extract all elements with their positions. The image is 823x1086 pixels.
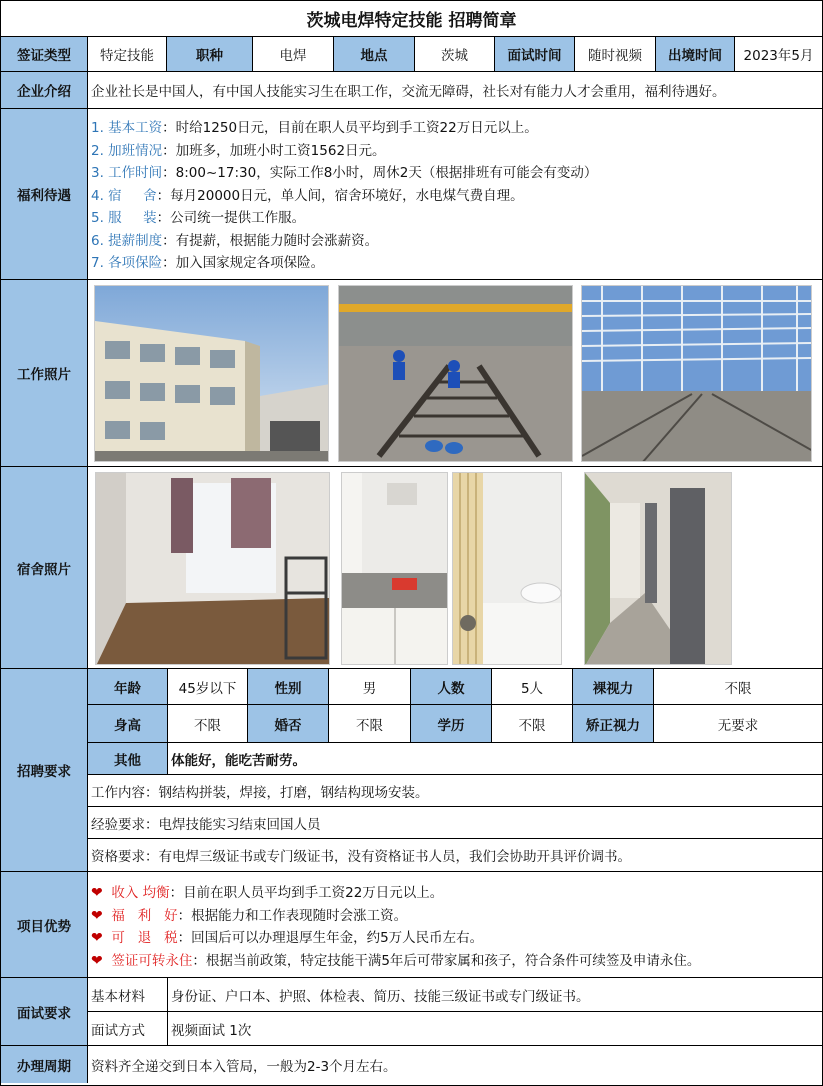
dorm-photos-row xyxy=(1,467,822,669)
dorm-room-photo xyxy=(95,472,330,665)
advantages-list xyxy=(88,872,822,972)
interview-label: 面试要求 xyxy=(1,978,88,1045)
naked-vision-value: 不限 xyxy=(724,680,752,697)
materials-label: 基本材料 xyxy=(88,978,168,1011)
method-label: 面试方式 xyxy=(88,1012,168,1045)
advantages-row xyxy=(1,872,822,978)
heart-icon: ❤ xyxy=(91,952,103,969)
company-text: 企业社长是中国人，有中国人技能实习生在职工作，交流无障碍，社长对有能力人才会重用，福利待遇好。 xyxy=(91,84,726,100)
advantages-label: 项目优势 xyxy=(1,872,88,977)
period-row xyxy=(1,1046,822,1083)
dorm-kitchen-photo xyxy=(341,472,448,665)
requirements-row-1 xyxy=(88,669,822,705)
qualification-row xyxy=(88,839,822,871)
welfare-list xyxy=(88,109,822,275)
job-type-label: 职种 xyxy=(167,37,253,71)
education-label: 学历 xyxy=(411,705,492,742)
advantage-item: ❤ 收入 均衡：目前在职人员平均到手工资22万日元以上。 xyxy=(91,885,444,901)
dorm-photos-label: 宿舍照片 xyxy=(1,467,88,668)
steel-structure-photo xyxy=(581,285,812,462)
job-type-value: 电焊 xyxy=(253,37,334,71)
age-label: 年龄 xyxy=(88,669,168,704)
advantage-item: ❤ 福 利 好：根据能力和工作表现随时会涨工资。 xyxy=(91,907,408,924)
gender-value: 男 xyxy=(329,669,411,704)
requirements-other-row xyxy=(88,743,822,775)
advantage-item: ❤ 签证可转永住：根据当前政策，特定技能干满5年后可带家属和孩子，符合条件可续签及申请永住。 xyxy=(91,952,701,969)
dorm-hallway-photo xyxy=(584,472,732,665)
departure-time-label: 出境时间 xyxy=(656,37,735,71)
interview-row xyxy=(1,978,822,1046)
welfare-item: 1. 基本工资：时给1250日元，目前在职人员平均到手工资22万日元以上。 xyxy=(91,120,538,136)
period-text: 资料齐全递交到日本入管局，一般为2-3个月左右。 xyxy=(91,1058,397,1075)
requirements-row xyxy=(1,669,822,872)
materials-row xyxy=(88,978,822,1012)
welfare-item: 7. 各项保险：加入国家规定各项保险。 xyxy=(91,255,325,271)
page-title: 茨城电焊特定技能 招聘简章 xyxy=(1,1,822,37)
corrected-vision-value: 无要求 xyxy=(717,717,759,734)
requirements-label: 招聘要求 xyxy=(1,669,88,871)
heart-icon: ❤ xyxy=(91,930,103,946)
marital-label: 婚否 xyxy=(248,705,329,742)
location-label: 地点 xyxy=(334,37,415,71)
info-row xyxy=(1,37,822,72)
job-content: 工作内容：钢结构拼装，焊接，打磨，钢结构现场安装。 xyxy=(91,784,429,801)
advantage-item: ❤ 可 退 税：回国后可以办理退厚生年金，约5万人民币左右。 xyxy=(91,930,484,946)
heart-icon: ❤ xyxy=(91,907,103,924)
other-value: 体能好，能吃苦耐劳。 xyxy=(171,752,306,769)
method-value: 视频面试 1次 xyxy=(171,1022,252,1039)
job-content-row xyxy=(88,775,822,807)
welding-workshop-photo xyxy=(338,285,573,462)
welfare-item: 6. 提薪制度：有提薪，根据能力随时会涨薪资。 xyxy=(91,232,379,249)
welfare-item: 5. 服 装：公司统一提供工作服。 xyxy=(91,210,306,226)
naked-vision-label: 裸视力 xyxy=(573,669,654,704)
other-label: 其他 xyxy=(88,743,168,774)
welfare-row xyxy=(1,109,822,280)
marital-value: 不限 xyxy=(329,705,411,742)
height-value: 不限 xyxy=(168,705,248,742)
education-value: 不限 xyxy=(492,705,573,742)
heart-icon: ❤ xyxy=(91,885,103,901)
company-row xyxy=(1,72,822,109)
age-value: 45岁以下 xyxy=(168,669,248,704)
work-photos-row xyxy=(1,280,822,467)
qualification: 资格要求：有电焊三级证书或专门级证书，没有资格证书人员，我们会协助开具评价调书。 xyxy=(91,849,631,865)
method-row xyxy=(88,1012,822,1045)
visa-type-value: 特定技能 xyxy=(88,37,167,71)
experience-row xyxy=(88,807,822,839)
departure-time-value: 2023年5月 xyxy=(743,48,814,64)
interview-time-label: 面试时间 xyxy=(495,37,575,71)
materials-value: 身份证、户口本、护照、体检表、简历、技能三级证书或专门级证书。 xyxy=(171,988,590,1005)
dorm-bathroom-photo xyxy=(452,472,562,665)
work-photos-label: 工作照片 xyxy=(1,280,88,466)
gender-label: 性别 xyxy=(248,669,329,704)
location-value: 茨城 xyxy=(415,37,495,71)
corrected-vision-label: 矫正视力 xyxy=(573,705,654,742)
experience: 经验要求：电焊技能实习结束回国人员 xyxy=(91,816,321,833)
welfare-item: 2. 加班情况：加班多，加班小时工资1562日元。 xyxy=(91,142,386,159)
welfare-item: 4. 宿 舍：每月20000日元，单人间，宿舍环境好，水电煤气费自理。 xyxy=(91,187,524,204)
factory-building-photo xyxy=(94,285,329,462)
requirements-row-2 xyxy=(88,705,822,743)
company-label: 企业介绍 xyxy=(1,72,88,108)
period-label: 办理周期 xyxy=(1,1046,88,1083)
visa-type-label: 签证类型 xyxy=(1,37,88,71)
interview-time-value: 随时视频 xyxy=(575,37,656,71)
welfare-label: 福利待遇 xyxy=(1,109,88,279)
headcount-value: 5人 xyxy=(492,669,573,704)
welfare-item: 3. 工作时间：8:00~17:30，实际工作8小时，周休2天（根据排班有可能会有变动） xyxy=(91,165,598,181)
height-label: 身高 xyxy=(88,705,168,742)
headcount-label: 人数 xyxy=(411,669,492,704)
